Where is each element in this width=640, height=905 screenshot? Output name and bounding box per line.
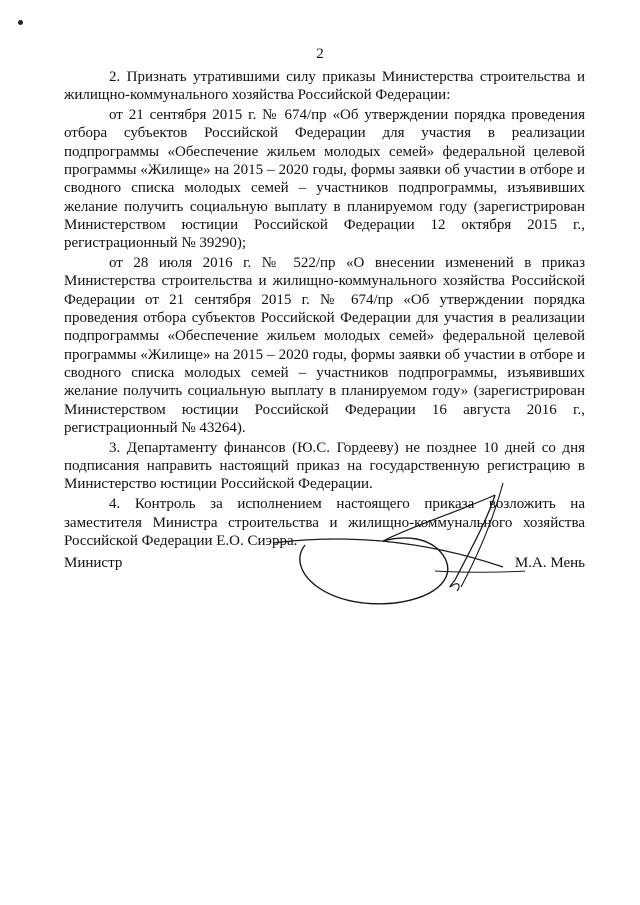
paragraph-2-revoke-orders: 2. Признать утратившими силу приказы Министерства строительства и жилищно-коммунального хозяйства Российской Федерации:	[64, 69, 585, 104]
page-number: 2	[316, 46, 324, 62]
corner-dot-mark	[18, 20, 23, 25]
paragraph-order-674: от 21 сентября 2015 г. № 674/пр «Об утверждении порядка проведения отбора субъектов Российской Федерации для участия в реализации подпрограммы «Обеспечение жильем молодых семей» федеральной целевой программы «Жилище» на 2015 – 2020 годы, формы заявки об участии в отборе и сводного списка молодых семей – участников подпрограммы, изъявивших желание получить социальную выплату в планируемом году (зарегистрирован Министерством юстиции Российской Федерации 12 октября 2015 г., регистрационный № 39290);	[64, 107, 585, 252]
paragraph-4-control: 4. Контроль за исполнением настоящего приказа возложить на заместителя Министра строительства и жилищно-коммунального хозяйства Российской Федерации Е.О. Сиэрра.	[64, 496, 585, 549]
signer-name: М.А. Мень	[514, 555, 585, 571]
paragraph-3-finance-department: 3. Департаменту финансов (Ю.С. Гордееву) не позднее 10 дней со дня подписания направить настоящий приказ на государственную регистрацию в Министерство юстиции Российской Федерации.	[64, 439, 585, 493]
signer-position: Министр	[64, 555, 123, 571]
handwritten-signature	[265, 475, 525, 615]
paragraph-order-522: от 28 июля 2016 г. № 522/пр «О внесении изменений в приказ Министерства строительства и жилищно-коммунального хозяйства Российской Федерации от 21 сентября 2015 г. № 674/пр «Об утверждении порядка проведения отбора субъектов Российской Федерации для участия в реализации подпрограммы «Обеспечение жильем молодых семей» федеральной целевой программы «Жилище» на 2015 – 2020 годы, формы заявки об участии в отборе и сводного списка молодых семей – участников подпрограммы, изъявивших желание получить социальную выплату в планируемом году» (зарегистрирован Министерством юстиции Российской Федерации 16 августа 2016 г., регистрационный № 43264).	[64, 255, 585, 436]
